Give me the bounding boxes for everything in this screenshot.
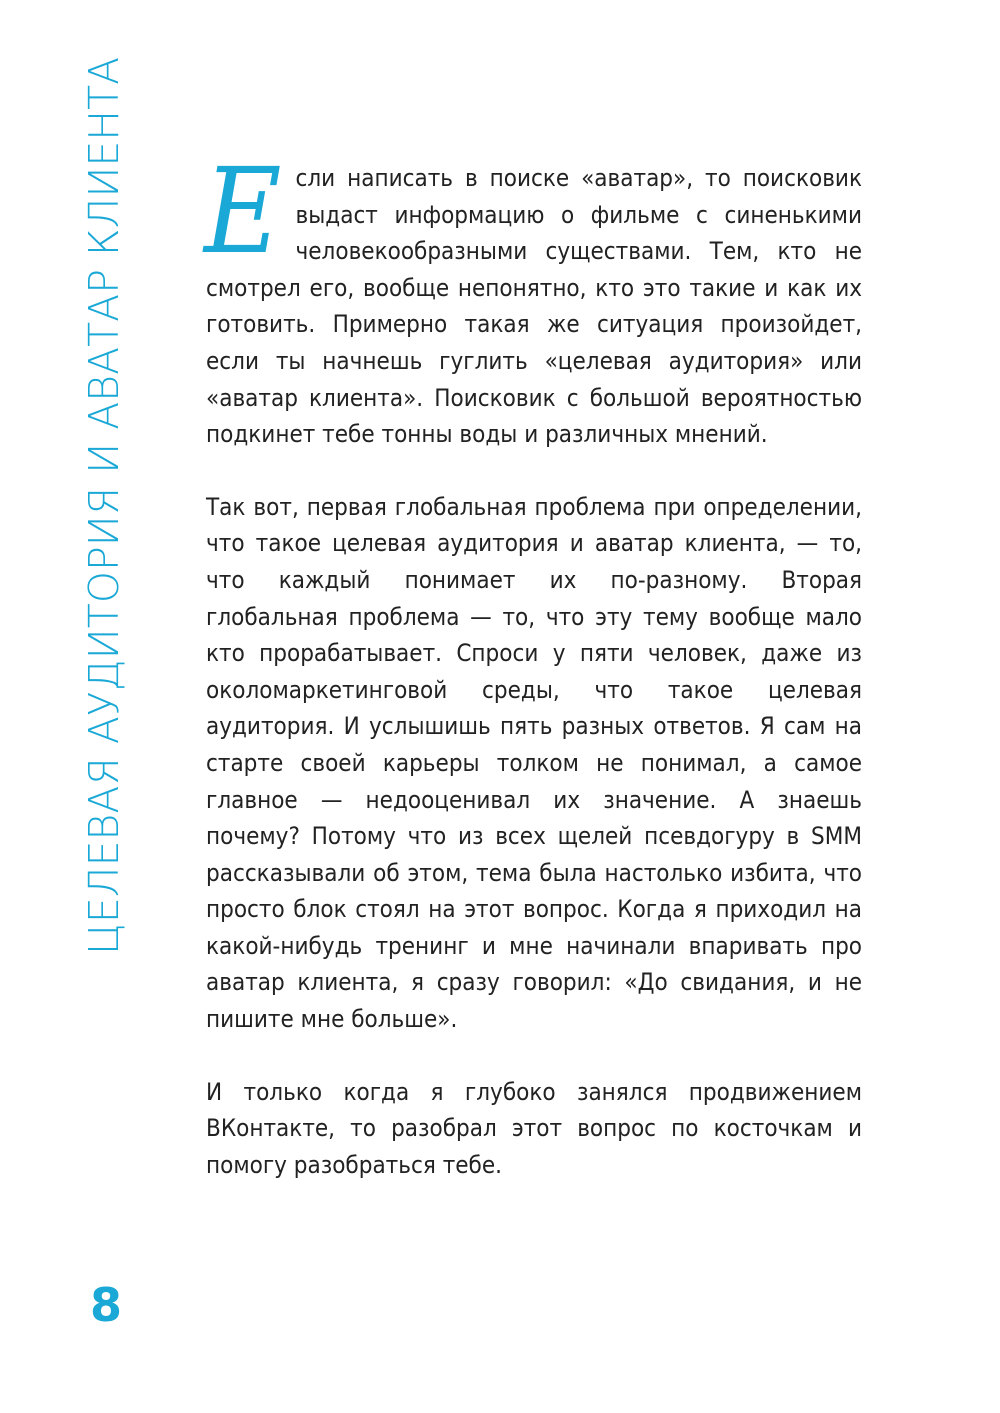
paragraph-3: И только когда я глубоко занялся продвижением ВКонтакте, то разобрал этот вопрос по косточкам и помогу разобраться тебе. (206, 1077, 862, 1179)
body-text (204, 142, 862, 1219)
chapter-title: ЦЕЛЕВАЯ АУДИТОРИЯ И АВАТАР КЛИЕНТА (80, 56, 128, 955)
paragraph-2: Так вот, первая глобальная проблема при определении, что такое целевая аудитория и аватар клиента, — то, что каждый понимает их по-разному. Вторая глобальная проблема — то, что эту тему вообще мало кто прорабатывает. Спроси у пяти человек, даже из околомаркетинговой среды, что такое целевая аудитория. И услышишь пять разных ответов. Я сам на старте своей карьеры толком не понимал, а самое главное — недооценивал их значение. А знаешь почему? Потому что из всех щелей псевдогуру в SMM рассказывали об этом, тема была настолько избита, что просто блок стоял на этот вопрос. Когда я приходил на какой-нибудь тренинг и мне начинали впаривать про аватар клиента, я сразу говорил: «До свидания, и не пишите мне больше». (206, 492, 862, 1034)
drop-cap: Е (204, 142, 282, 280)
page-number: 8 (90, 1278, 123, 1332)
paragraph-1-text: сли написать в поиске «аватар», то поисковик выдаст информацию о фильме с синенькими человекообразными существами. Тем, кто не смотрел его, вообще непонятно, кто это такие и как их готовить. Примерно такая же ситуация произойдет, если ты начнешь гуглить «целевая аудитория» или «аватар клиента». Поисковик с большой вероятностью подкинет тебе тонны воды и различных мнений. (206, 164, 862, 449)
paragraph-1 (204, 142, 862, 453)
